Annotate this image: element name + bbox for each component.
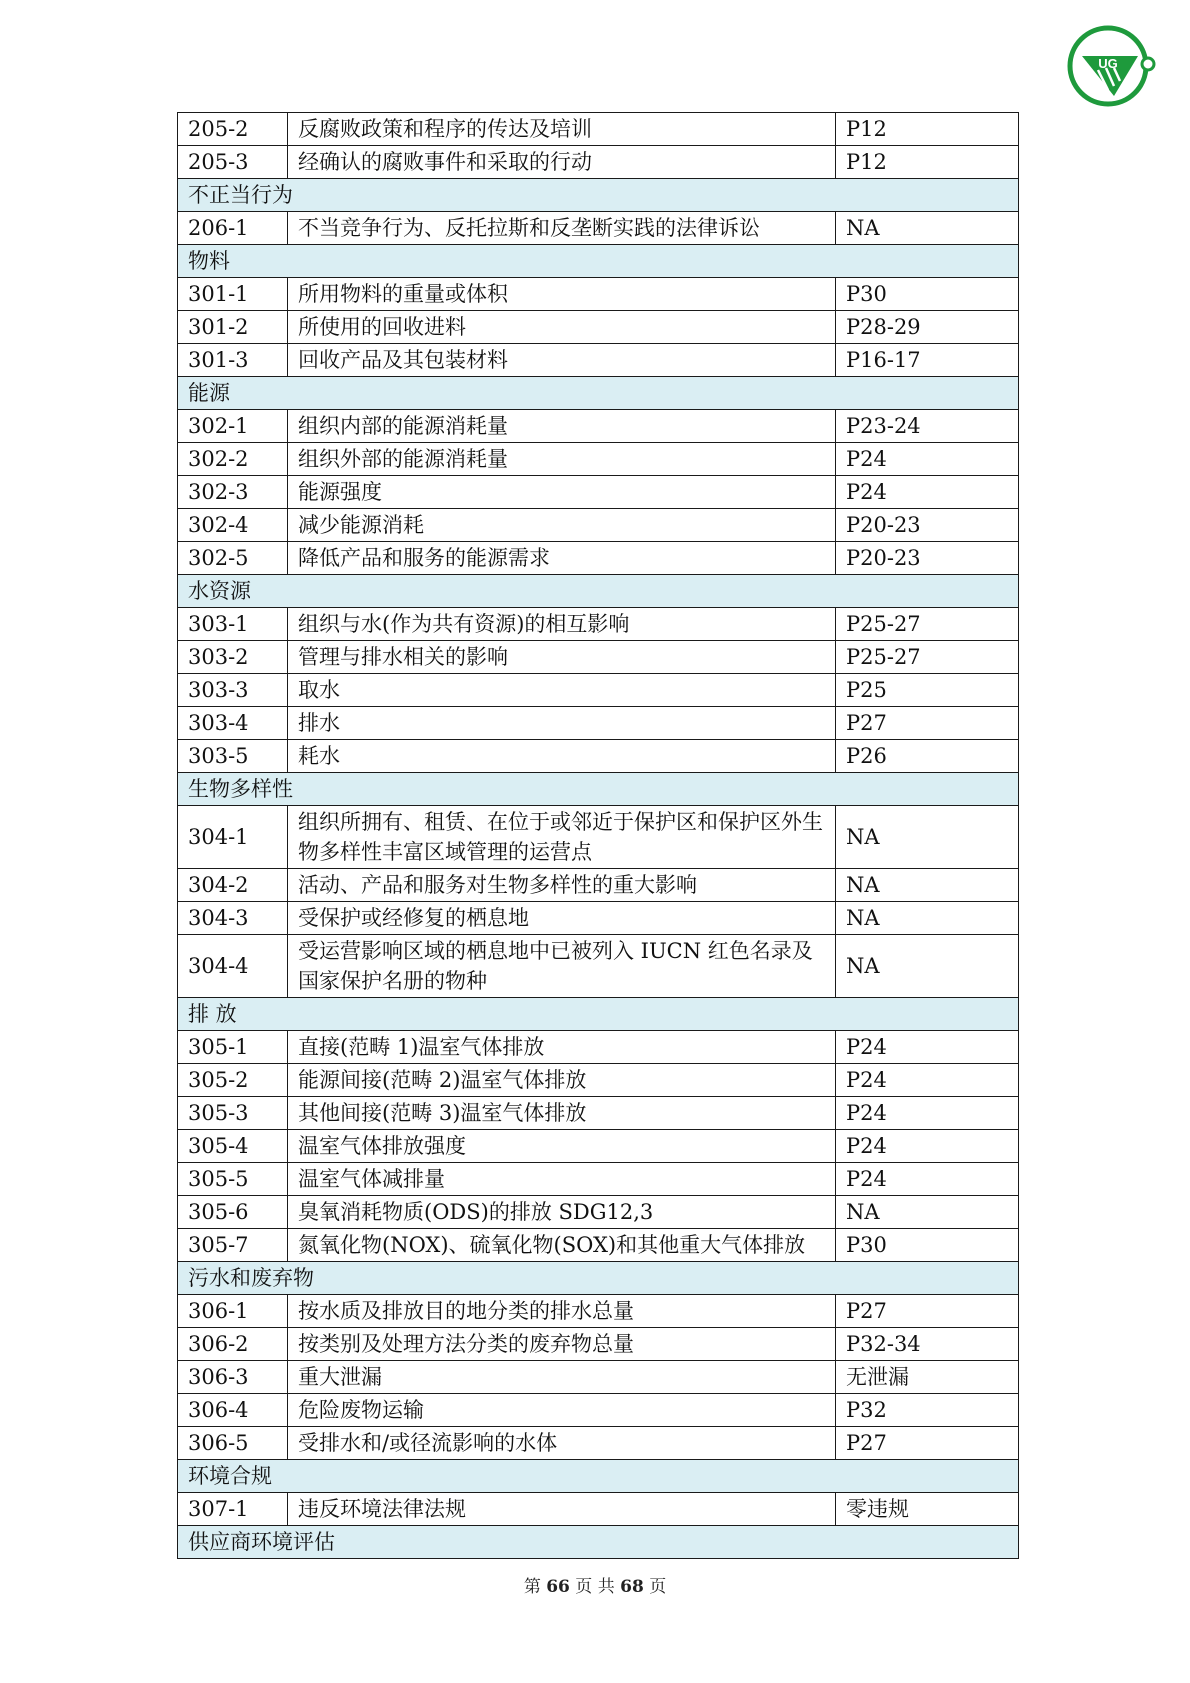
page-reference: P12	[836, 113, 1019, 146]
indicator-description: 组织外部的能源消耗量	[288, 443, 836, 476]
indicator-description: 温室气体排放强度	[288, 1130, 836, 1163]
table-row	[178, 1031, 1019, 1064]
table-row	[178, 674, 1019, 707]
page-reference: P27	[836, 707, 1019, 740]
indicator-description: 组织与水(作为共有资源)的相互影响	[288, 608, 836, 641]
indicator-code: 302-2	[178, 443, 288, 476]
gri-index-table	[177, 112, 1019, 1559]
table-row	[178, 344, 1019, 377]
indicator-description: 取水	[288, 674, 836, 707]
indicator-description: 能源强度	[288, 476, 836, 509]
current-page-number: 66	[546, 1577, 570, 1597]
indicator-code: 305-2	[178, 1064, 288, 1097]
page-reference: NA	[836, 212, 1019, 245]
section-header-row	[178, 998, 1019, 1031]
table-row	[178, 1064, 1019, 1097]
table-row	[178, 410, 1019, 443]
page-reference: P20-23	[836, 542, 1019, 575]
indicator-description: 受排水和/或径流影响的水体	[288, 1427, 836, 1460]
indicator-description: 减少能源消耗	[288, 509, 836, 542]
indicator-code: 302-1	[178, 410, 288, 443]
indicator-code: 305-7	[178, 1229, 288, 1262]
indicator-description: 氮氧化物(NOX)、硫氧化物(SOX)和其他重大气体排放	[288, 1229, 836, 1262]
gri-table-body	[178, 113, 1019, 1559]
table-row	[178, 1427, 1019, 1460]
indicator-description: 组织内部的能源消耗量	[288, 410, 836, 443]
table-row	[178, 707, 1019, 740]
table-row	[178, 542, 1019, 575]
section-title: 排 放	[178, 998, 1019, 1031]
table-row	[178, 509, 1019, 542]
page-reference: NA	[836, 935, 1019, 998]
indicator-code: 304-1	[178, 806, 288, 869]
indicator-code: 205-3	[178, 146, 288, 179]
page-reference: P30	[836, 1229, 1019, 1262]
page-reference: NA	[836, 1196, 1019, 1229]
indicator-description: 臭氧消耗物质(ODS)的排放 SDG12,3	[288, 1196, 836, 1229]
indicator-description: 温室气体减排量	[288, 1163, 836, 1196]
indicator-description: 按类别及处理方法分类的废弃物总量	[288, 1328, 836, 1361]
indicator-description: 经确认的腐败事件和采取的行动	[288, 146, 836, 179]
table-row	[178, 869, 1019, 902]
indicator-code: 303-1	[178, 608, 288, 641]
footer-prefix: 第	[523, 1577, 541, 1597]
indicator-code: 306-2	[178, 1328, 288, 1361]
indicator-code: 205-2	[178, 113, 288, 146]
section-header-row	[178, 179, 1019, 212]
page-reference: NA	[836, 869, 1019, 902]
page-reference: P24	[836, 1097, 1019, 1130]
page-reference: P12	[836, 146, 1019, 179]
section-title: 污水和废弃物	[178, 1262, 1019, 1295]
table-row	[178, 311, 1019, 344]
section-title: 物料	[178, 245, 1019, 278]
indicator-code: 306-3	[178, 1361, 288, 1394]
table-row	[178, 902, 1019, 935]
section-title: 生物多样性	[178, 773, 1019, 806]
indicator-code: 304-3	[178, 902, 288, 935]
section-header-row	[178, 575, 1019, 608]
section-title: 环境合规	[178, 1460, 1019, 1493]
table-row	[178, 212, 1019, 245]
page-reference: P24	[836, 1031, 1019, 1064]
page-reference: P25	[836, 674, 1019, 707]
indicator-description: 不当竞争行为、反托拉斯和反垄断实践的法律诉讼	[288, 212, 836, 245]
page-reference: P24	[836, 443, 1019, 476]
indicator-code: 302-5	[178, 542, 288, 575]
section-header-row	[178, 773, 1019, 806]
indicator-code: 303-2	[178, 641, 288, 674]
section-title: 水资源	[178, 575, 1019, 608]
logo-text: UG	[1098, 56, 1118, 71]
indicator-description: 按水质及排放目的地分类的排水总量	[288, 1295, 836, 1328]
page-reference: P32-34	[836, 1328, 1019, 1361]
indicator-code: 305-3	[178, 1097, 288, 1130]
table-row	[178, 113, 1019, 146]
page-reference: NA	[836, 806, 1019, 869]
indicator-code: 302-4	[178, 509, 288, 542]
page-reference: P27	[836, 1427, 1019, 1460]
indicator-description: 反腐败政策和程序的传达及培训	[288, 113, 836, 146]
section-title: 供应商环境评估	[178, 1526, 1019, 1559]
indicator-code: 304-2	[178, 869, 288, 902]
page-reference: P23-24	[836, 410, 1019, 443]
footer-middle: 页 共	[575, 1577, 615, 1597]
table-row	[178, 278, 1019, 311]
page-reference: P28-29	[836, 311, 1019, 344]
page-reference: P30	[836, 278, 1019, 311]
indicator-description: 管理与排水相关的影响	[288, 641, 836, 674]
indicator-description: 回收产品及其包装材料	[288, 344, 836, 377]
indicator-description: 排水	[288, 707, 836, 740]
indicator-description: 受运营影响区域的栖息地中已被列入 IUCN 红色名录及国家保护名册的物种	[288, 935, 836, 998]
section-header-row	[178, 377, 1019, 410]
indicator-code: 307-1	[178, 1493, 288, 1526]
indicator-code: 303-3	[178, 674, 288, 707]
indicator-description: 活动、产品和服务对生物多样性的重大影响	[288, 869, 836, 902]
indicator-description: 受保护或经修复的栖息地	[288, 902, 836, 935]
indicator-description: 重大泄漏	[288, 1361, 836, 1394]
indicator-description: 违反环境法律法规	[288, 1493, 836, 1526]
indicator-code: 305-5	[178, 1163, 288, 1196]
indicator-code: 303-4	[178, 707, 288, 740]
table-row	[178, 1295, 1019, 1328]
section-title: 能源	[178, 377, 1019, 410]
section-header-row	[178, 1526, 1019, 1559]
indicator-description: 所用物料的重量或体积	[288, 278, 836, 311]
section-header-row	[178, 1262, 1019, 1295]
indicator-description: 耗水	[288, 740, 836, 773]
page-reference: P26	[836, 740, 1019, 773]
page-reference: P24	[836, 1130, 1019, 1163]
indicator-code: 301-3	[178, 344, 288, 377]
indicator-code: 306-4	[178, 1394, 288, 1427]
table-row	[178, 1163, 1019, 1196]
indicator-description: 所使用的回收进料	[288, 311, 836, 344]
section-title: 不正当行为	[178, 179, 1019, 212]
indicator-code: 305-4	[178, 1130, 288, 1163]
indicator-code: 306-5	[178, 1427, 288, 1460]
indicator-code: 305-1	[178, 1031, 288, 1064]
page-reference: P25-27	[836, 641, 1019, 674]
table-row	[178, 476, 1019, 509]
total-page-number: 68	[620, 1577, 644, 1597]
table-row	[178, 1130, 1019, 1163]
indicator-code: 301-2	[178, 311, 288, 344]
page-reference: P20-23	[836, 509, 1019, 542]
page-reference: P16-17	[836, 344, 1019, 377]
table-row	[178, 641, 1019, 674]
table-row	[178, 1493, 1019, 1526]
table-row	[178, 806, 1019, 869]
indicator-description: 降低产品和服务的能源需求	[288, 542, 836, 575]
table-row	[178, 1394, 1019, 1427]
page-reference: P25-27	[836, 608, 1019, 641]
indicator-description: 能源间接(范畴 2)温室气体排放	[288, 1064, 836, 1097]
table-row	[178, 935, 1019, 998]
page-reference: NA	[836, 902, 1019, 935]
indicator-code: 306-1	[178, 1295, 288, 1328]
indicator-description: 其他间接(范畴 3)温室气体排放	[288, 1097, 836, 1130]
footer-suffix: 页	[649, 1577, 667, 1597]
page-reference: 零违规	[836, 1493, 1019, 1526]
indicator-code: 302-3	[178, 476, 288, 509]
indicator-description: 直接(范畴 1)温室气体排放	[288, 1031, 836, 1064]
page-reference: 无泄漏	[836, 1361, 1019, 1394]
page-footer	[0, 1572, 1190, 1597]
indicator-code: 303-5	[178, 740, 288, 773]
company-logo-icon	[1064, 18, 1160, 114]
section-header-row	[178, 1460, 1019, 1493]
section-header-row	[178, 245, 1019, 278]
table-row	[178, 740, 1019, 773]
indicator-description: 危险废物运输	[288, 1394, 836, 1427]
table-row	[178, 1196, 1019, 1229]
page-reference: P24	[836, 1064, 1019, 1097]
page-reference: P24	[836, 476, 1019, 509]
table-row	[178, 146, 1019, 179]
page-reference: P24	[836, 1163, 1019, 1196]
indicator-description: 组织所拥有、租赁、在位于或邻近于保护区和保护区外生物多样性丰富区域管理的运营点	[288, 806, 836, 869]
table-row	[178, 1361, 1019, 1394]
indicator-code: 206-1	[178, 212, 288, 245]
page-reference: P27	[836, 1295, 1019, 1328]
page-reference: P32	[836, 1394, 1019, 1427]
table-row	[178, 443, 1019, 476]
indicator-code: 304-4	[178, 935, 288, 998]
table-row	[178, 608, 1019, 641]
indicator-code: 301-1	[178, 278, 288, 311]
indicator-code: 305-6	[178, 1196, 288, 1229]
table-row	[178, 1229, 1019, 1262]
table-row	[178, 1328, 1019, 1361]
table-row	[178, 1097, 1019, 1130]
